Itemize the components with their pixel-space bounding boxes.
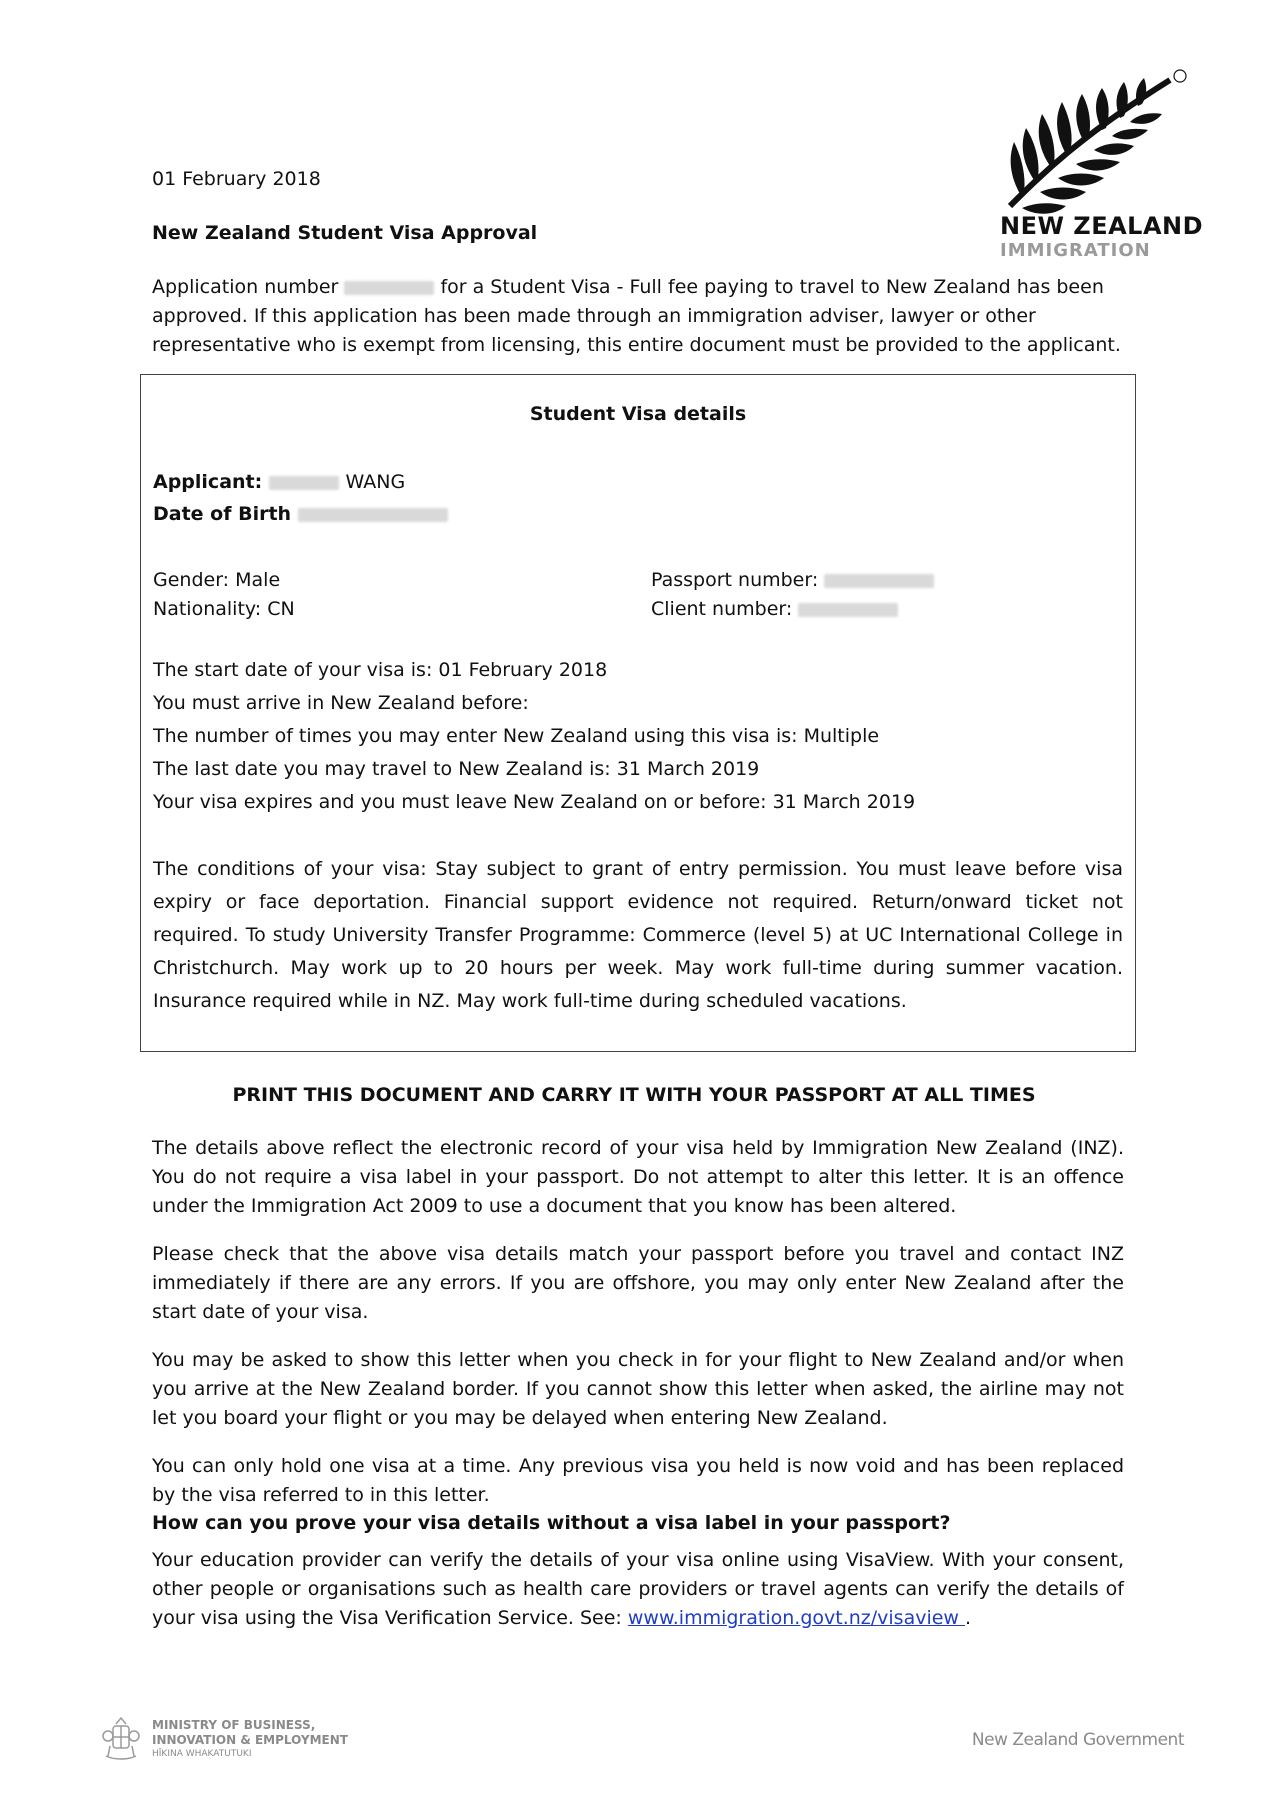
notice-paragraph-2: Please check that the above visa details match your passport before you travel and contact INZ immediately if there are any errors. If you are offshore, you may only enter New Zealand after the start date of your visa. (152, 1243, 1124, 1323)
ministry-line-1: MINISTRY OF BUSINESS, (152, 1718, 316, 1732)
intro-prefix: Application number (152, 276, 339, 298)
visaview-period: . (965, 1607, 972, 1629)
dob-label: Date of Birth (153, 503, 292, 525)
redacted-application-number (344, 281, 434, 295)
visaview-paragraph (152, 1546, 1124, 1633)
visaview-question: How can you prove your visa details without a visa label in your passport? (152, 1512, 951, 1534)
redacted-given-name (269, 476, 339, 490)
mbie-logo (100, 1716, 400, 1766)
client-label: Client number: (651, 598, 793, 620)
notice-paragraph-1: The details above reflect the electronic record of your visa held by Immigration New Zealand (INZ). You do not require a visa label in your passport. Do not attempt to alter this letter. It is an offence under the Immigration Act 2009 to use a document that you know has been altered. (152, 1137, 1124, 1217)
visa-arrive-before: You must arrive in New Zealand before: (153, 692, 529, 714)
nz-immigration-logo (1000, 66, 1204, 266)
visa-details-box (140, 374, 1136, 1052)
silver-fern-icon (1000, 66, 1190, 216)
visa-last-travel-date: The last date you may travel to New Zealand is: 31 March 2019 (153, 758, 760, 780)
details-heading: Student Visa details (529, 403, 747, 425)
logo-line1: NEW ZEALAND (1000, 212, 1204, 240)
client-row (651, 598, 898, 620)
visaview-text: Your education provider can verify the details of your visa online using VisaView. With your consent, other people or organisations such as health care providers or travel agents can verify the details of your visa using the Visa Verification Service. See: (152, 1549, 1124, 1629)
notice-paragraph-4: You can only hold one visa at a time. Any previous visa you held is now void and has been replaced by the visa referred to in this letter. (152, 1455, 1124, 1506)
applicant-row (153, 471, 405, 493)
intro-suffix: for a Student Visa - Full fee paying to travel to New Zealand has been (440, 276, 1104, 298)
visa-entries: The number of times you may enter New Zealand using this visa is: Multiple (153, 725, 880, 747)
nationality: Nationality: CN (153, 598, 295, 620)
notice-paragraph-3: You may be asked to show this letter when you check in for your flight to New Zealand and/or when you arrive at the New Zealand border. If you cannot show this letter when asked, the airline may not let you board your flight or you may be delayed when entering New Zealand. (152, 1349, 1124, 1429)
applicant-surname: WANG (345, 471, 406, 493)
visaview-link[interactable]: www.immigration.govt.nz/visaview (627, 1607, 966, 1629)
nz-government-logo: New Zealand Government (971, 1730, 1184, 1750)
coat-of-arms-icon (100, 1716, 142, 1764)
intro-line-2: approved. If this application has been made through an immigration adviser, lawyer or other (152, 305, 1036, 327)
visa-expiry: Your visa expires and you must leave New Zealand on or before: 31 March 2019 (153, 791, 916, 813)
print-notice-heading: PRINT THIS DOCUMENT AND CARRY IT WITH YOUR PASSPORT AT ALL TIMES (232, 1084, 1036, 1106)
redacted-passport-number (824, 574, 934, 588)
dob-row (153, 503, 448, 525)
letter-title: New Zealand Student Visa Approval (152, 222, 538, 244)
redacted-client-number (798, 603, 898, 617)
passport-label: Passport number: (651, 569, 819, 591)
logo-line2: IMMIGRATION (1000, 240, 1151, 261)
visa-conditions: The conditions of your visa: Stay subject to grant of entry permission. You must leave before visa expiry or face deportation. Financial support evidence not required. Return/onward ticket not required. To study University Transfer Programme: Commerce (level 5) at UC International College in Christchurch. May work up to 20 hours per week. May work full-time during summer vacation. Insurance required while in NZ. May work full-time during scheduled vacations. (153, 858, 1123, 1012)
visa-start-date: The start date of your visa is: 01 February 2018 (153, 659, 608, 681)
intro-line-3: representative who is exempt from licensing, this entire document must be provided to the applicant. (152, 334, 1121, 356)
redacted-date-of-birth (298, 508, 448, 522)
intro-line-1 (152, 276, 1104, 298)
ministry-line-3: HĪKINA WHAKATUTUKI (152, 1749, 252, 1759)
ministry-line-2: INNOVATION & EMPLOYMENT (152, 1733, 348, 1747)
passport-row (651, 569, 934, 591)
gender: Gender: Male (153, 569, 281, 591)
applicant-label: Applicant: (153, 471, 263, 493)
letter-date: 01 February 2018 (152, 168, 321, 190)
